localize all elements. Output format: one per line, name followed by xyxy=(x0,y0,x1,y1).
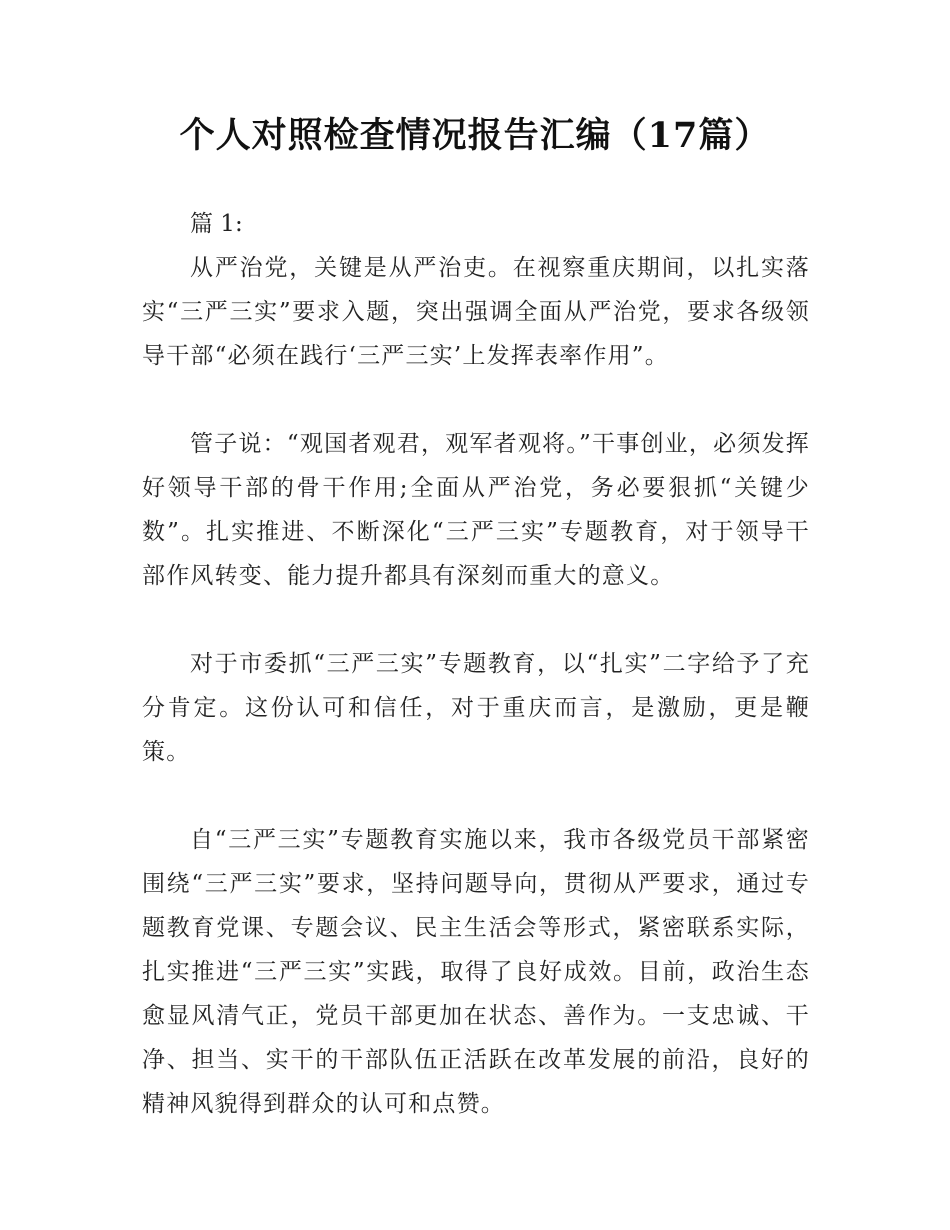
paragraph-3: 对于市委抓“三严三实”专题教育，以“扎实”二字给予了充分肯定。这份认可和信任，对于重庆而言，是激励，更是鞭策。 xyxy=(142,651,810,765)
document-body xyxy=(142,202,810,1170)
paragraph-2: 管子说：“观国者观君，观军者观将。”干事创业，必须发挥好领导干部的骨干作用;全面从严治党，务必要狠抓“关键少数”。扎实推进、不断深化“三严三实”专题教育，对于领导干部作风转变、能力提升都具有深刻而重大的意义。 xyxy=(142,431,810,589)
document-title: 个人对照检查情况报告汇编（17篇） xyxy=(179,115,771,156)
paragraph-1: 从严治党，关键是从严治吏。在视察重庆期间，以扎实落实“三严三实”要求入题，突出强调全面从严治党，要求各级领导干部“必须在践行‘三严三实’上发挥表率作用”。 xyxy=(142,255,810,369)
section-label: 篇 1: xyxy=(190,211,243,237)
paragraph-4: 自“三严三实”专题教育实施以来，我市各级党员干部紧密围绕“三严三实”要求，坚持问题导向，贯彻从严要求，通过专题教育党课、专题会议、民主生活会等形式，紧密联系实际，扎实推进“三严三实”实践，取得了良好成效。目前，政治生态愈显风清气正，党员干部更加在状态、善作为。一支忠诚、干净、担当、实干的干部队伍正活跃在改革发展的前沿，良好的精神风貌得到群众的认可和点赞。 xyxy=(142,827,810,1117)
